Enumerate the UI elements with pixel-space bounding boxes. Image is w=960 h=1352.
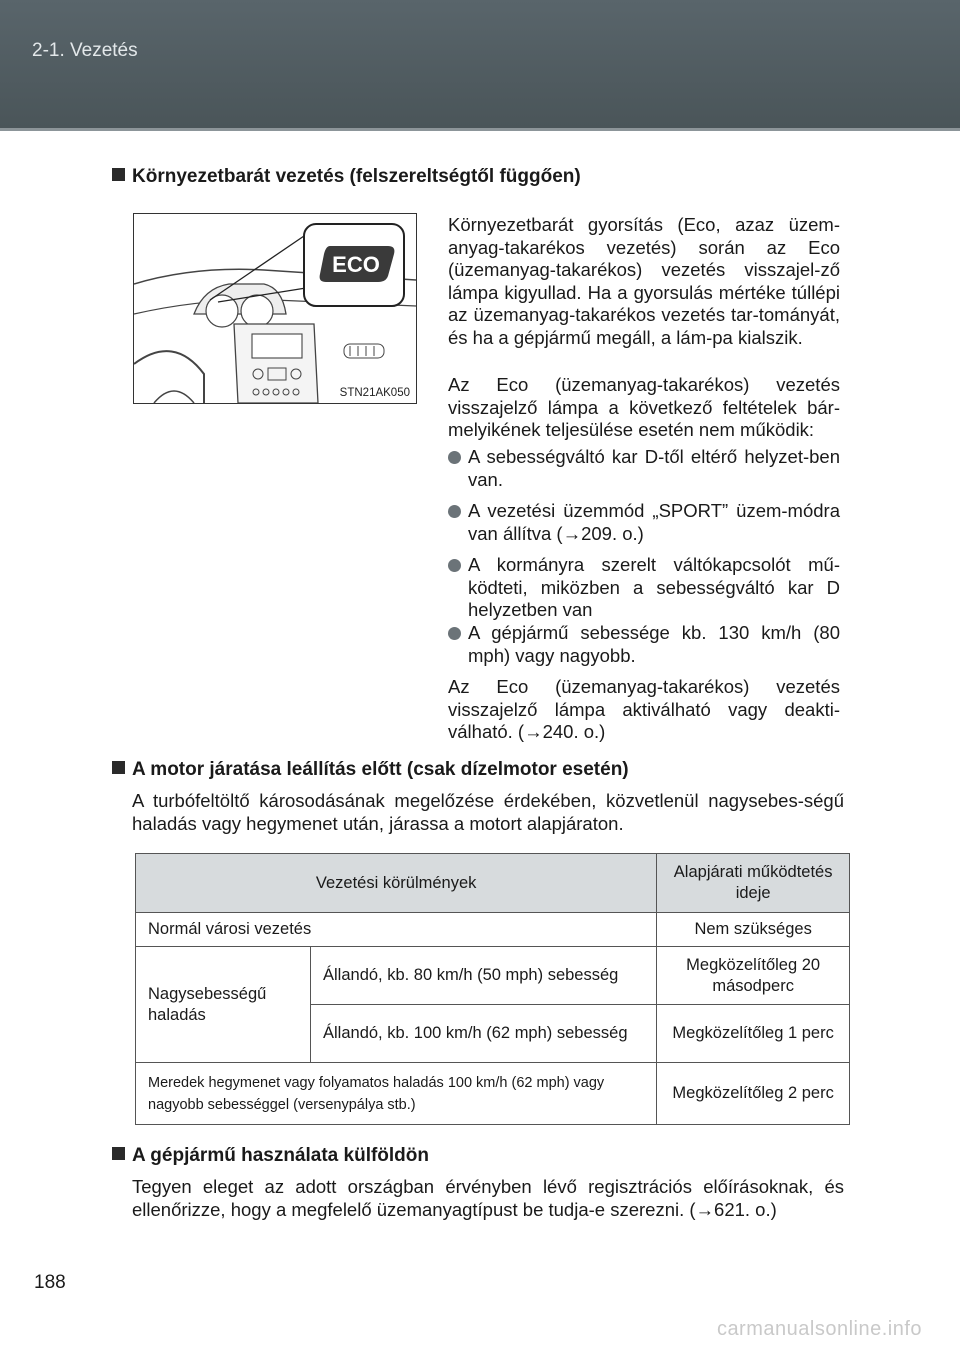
page-header [0, 0, 960, 131]
figure-code: STN21AK050 [339, 387, 410, 399]
chapter-title: 2-1. Vezetés [32, 40, 138, 61]
section-eco-title: Környezetbarát vezetés (felszereltségtől függően) [112, 166, 581, 188]
table-cell: Állandó, kb. 100 km/h (62 mph) sebesség [311, 1005, 657, 1063]
table-cell: Állandó, kb. 80 km/h (50 mph) sebesség [311, 947, 657, 1005]
eco-bullet-4: A gépjármű sebessége kb. 130 km/h (80 mph) vagy nagyobb. [448, 622, 840, 667]
table-cell: Megközelítőleg 2 perc [657, 1063, 850, 1125]
eco-bullet-3: A kormányra szerelt váltókapcsolót mű-ködteti, miközben a sebességváltó kar D helyzetben van [448, 554, 840, 622]
section-marker-icon [112, 1147, 125, 1160]
eco-bullet-1: A sebességváltó kar D-től eltérő helyzet-ben van. [448, 446, 840, 491]
section-abroad-title: A gépjármű használata külföldön [112, 1145, 429, 1167]
table-header-row [136, 854, 850, 913]
section-engine-title: A motor járatása leállítás előtt (csak dízelmotor esetén) [112, 759, 629, 781]
bullet-icon [448, 451, 461, 464]
eco-paragraph-3: Az Eco (üzemanyag-takarékos) vezetés visszajelző lámpa aktiválható vagy deakti-válható. (→240. o.) [448, 676, 840, 742]
bullet-icon [448, 505, 461, 518]
eco-indicator-figure [133, 213, 417, 404]
abroad-paragraph: Tegyen eleget az adott országban érvényben lévő regisztrációs előírásoknak, és ellenőrizze, hogy a megfelelő üzemanyagtípust be tudja-e szerezni. (→621. o.) [132, 1176, 844, 1220]
table-row [136, 1063, 850, 1125]
bullet-icon [448, 627, 461, 640]
idling-table [135, 853, 850, 1125]
table-header-conditions: Vezetési körülmények [136, 854, 657, 913]
table-cell-group: Nagysebességű haladás [136, 947, 311, 1063]
table-row [136, 947, 850, 1005]
eco-bullet-2: A vezetési üzemmód „SPORT” üzem-módra van állítva (→209. o.) [448, 500, 840, 545]
table-cell: Meredek hegymenet vagy folyamatos haladás 100 km/h (62 mph) vagy nagyobb sebességgel (versenypálya stb.) [136, 1063, 657, 1125]
table-cell: Megközelítőleg 1 perc [657, 1005, 850, 1063]
eco-paragraph-2: Az Eco (üzemanyag-takarékos) vezetés visszajelző lámpa a következő feltételek bár-melyikének teljesülése esetén nem működik: [448, 374, 840, 440]
table-cell: Megközelítőleg 20 másodperc [657, 947, 850, 1005]
eco-badge-text: ECO [332, 252, 380, 277]
page-number: 188 [34, 1272, 66, 1293]
eco-paragraph-1: Környezetbarát gyorsítás (Eco, azaz üzem-anyag-takarékos vezetés) során az Eco (üzemanyag-takarékos) vezetés visszajel-ző lámpa kigyullad. Ha a gyorsulás mértéke túllépi az üzemanyag-takarékos vezetés tar-tományát, és ha a gépjármű megáll, a lám-pa kialszik. [448, 214, 840, 348]
watermark: carmanualsonline.info [716, 1318, 922, 1340]
table-header-idle-time: Alapjárati működtetés ideje [657, 854, 850, 913]
table-cell: Normál városi vezetés [136, 913, 657, 947]
table-cell: Nem szükséges [657, 913, 850, 947]
table-row [136, 913, 850, 947]
dashboard-illustration [134, 214, 416, 403]
section-marker-icon [112, 761, 125, 774]
engine-paragraph: A turbófeltöltő károsodásának megelőzése érdekében, közvetlenül nagysebes-ségű haladás vagy hegymenet után, járassa a motort alapjáraton. [132, 790, 844, 834]
section-marker-icon [112, 168, 125, 181]
bullet-icon [448, 559, 461, 572]
